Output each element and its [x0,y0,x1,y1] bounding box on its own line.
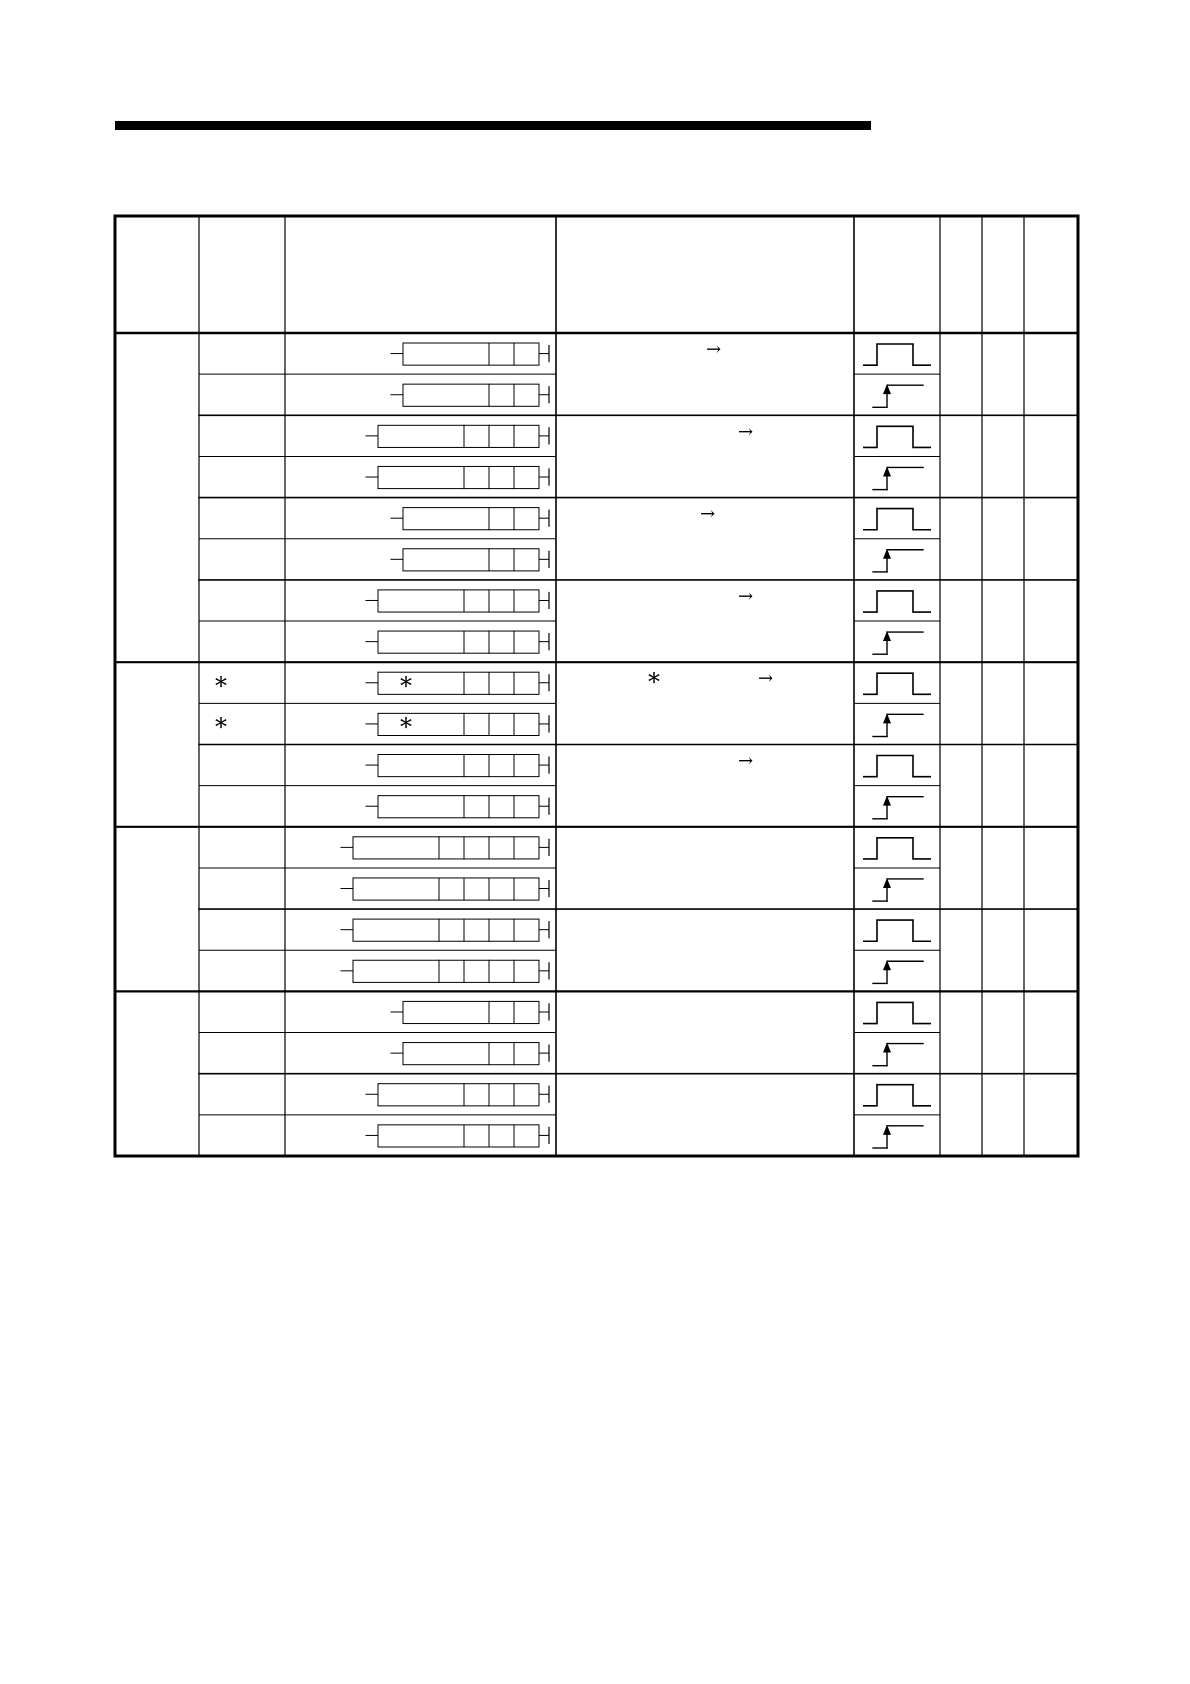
instruction-box [378,796,539,818]
instruction-box [353,960,539,982]
instruction-box [403,343,539,365]
instruction-box [378,590,539,612]
instruction-box [378,425,539,447]
pulse-condition [863,756,931,777]
note-arrow: → [738,585,754,607]
note-arrow: → [738,750,754,772]
note-arrow: → [738,421,754,443]
pulse-condition [863,920,931,941]
instruction-box [403,384,539,406]
symbol-asterisk: * [400,671,412,700]
pulse-condition [863,838,931,859]
instruction-box [403,549,539,571]
pulse-condition [863,673,931,694]
note-arrow: → [758,668,774,690]
pulse-condition [863,344,931,365]
pulse-condition [863,591,931,612]
table-grid [115,216,1078,1156]
symbol-asterisk: * [400,712,412,741]
table-glyphs [215,339,773,772]
note-arrow: → [706,339,722,360]
instruction-box [403,1001,539,1023]
note-asterisk: * [648,668,660,697]
step-asterisk: * [215,671,227,700]
pulse-condition [863,1002,931,1023]
instruction-box [378,631,539,653]
pulse-condition [863,1085,931,1106]
instruction-box [353,919,539,941]
table-border [115,216,1078,1156]
instruction-box [353,837,539,859]
instruction-box [353,878,539,900]
step-asterisk: * [215,712,227,741]
instruction-box [378,755,539,777]
note-arrow: → [700,503,716,525]
instruction-box [378,1084,539,1106]
instruction-box [403,508,539,530]
pulse-condition [863,509,931,530]
execution-conditions [863,344,931,1148]
pulse-condition [863,426,931,447]
instruction-box [378,466,539,488]
instruction-box [403,1043,539,1065]
instruction-box [378,1125,539,1147]
